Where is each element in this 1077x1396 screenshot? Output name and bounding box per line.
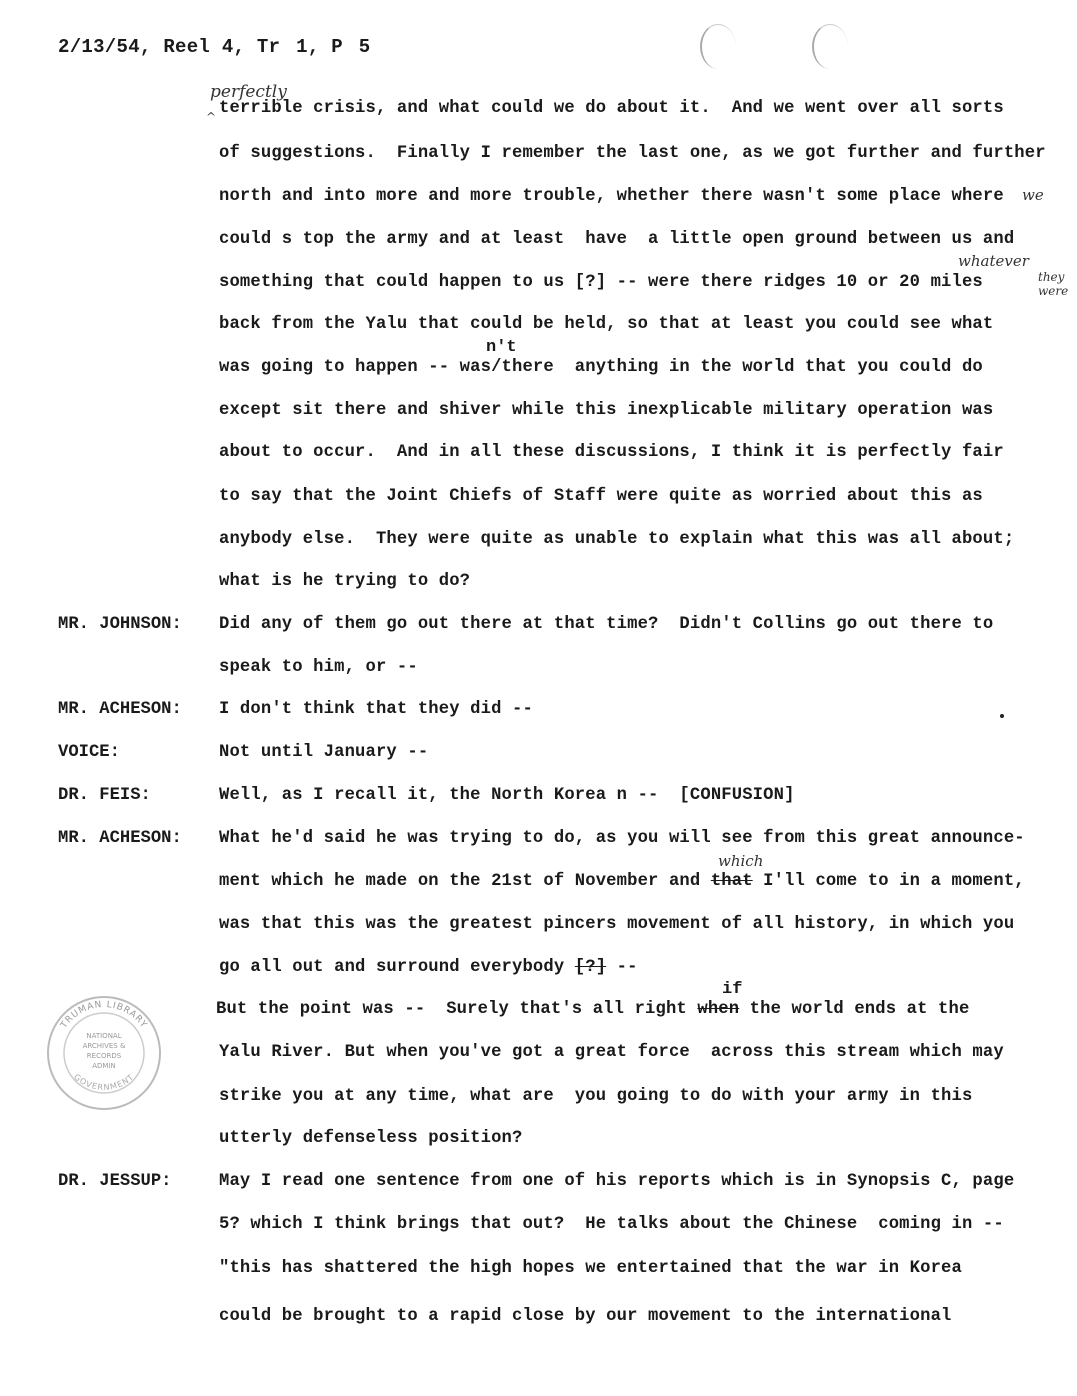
text-line: [219, 1215, 1004, 1234]
text-line: something that could happen to us [?] -- were there ridges 10 or 20 miles: [219, 273, 983, 292]
struck-text: that: [710, 872, 753, 891]
stamp-text: RECORDS: [86, 1052, 122, 1060]
text-line: strike you at any time, what are you going to do with your army in this: [219, 1087, 973, 1106]
stamp-text: NATIONAL: [86, 1032, 122, 1040]
stamp-text: ADMIN: [92, 1062, 116, 1070]
stamp-text: ARCHIVES &: [82, 1042, 126, 1050]
text-line: speak to him, or --: [219, 658, 418, 677]
text-line: of suggestions. Finally I remember the last one, as we got further and further: [219, 144, 1046, 163]
text-line: May I read one sentence from one of his reports which is in Synopsis C, page: [219, 1172, 1015, 1191]
text-line: [219, 958, 638, 977]
text-segment: I'll come to in a moment,: [752, 872, 1025, 891]
speaker-label: DR. JESSUP:: [58, 1172, 172, 1191]
text-line: Well, as I recall it, the North Korea n -- [CONFUSION]: [219, 786, 795, 805]
punch-hole-mark: [700, 24, 736, 69]
archives-stamp-seal: [44, 993, 164, 1113]
text-segment: 5?: [219, 1215, 240, 1234]
text-line: to say that the Joint Chiefs of Staff were quite as worried about this as: [219, 487, 983, 506]
text-segment: But the point was -- Surely that's all right: [216, 1000, 687, 1019]
handwritten-whatever: whatever: [958, 252, 1029, 270]
text-segment: the world ends at the: [739, 1000, 970, 1019]
text-line: what is he trying to do?: [219, 572, 471, 591]
text-line: [219, 872, 1025, 891]
typed-insert-nt: n't: [486, 338, 517, 357]
page-header: 2/13/54, Reel 4, Tr 1, P 5: [58, 36, 371, 58]
text-line: Yalu River. But when you've got a great force across this stream which may: [219, 1043, 1004, 1062]
handwritten-which: which: [718, 852, 764, 870]
text-segment: go all out and surround everybody: [219, 958, 565, 977]
text-line: "this has shattered the high hopes we entertained that the war in Korea: [219, 1259, 962, 1278]
text-line: was that this was the greatest pincers movement of all history, in which you: [219, 915, 1015, 934]
text-line: north and into more and more trouble, whether there wasn't some place where: [219, 187, 1004, 206]
stamp-bottom-text: GOVERNMENT: [72, 1072, 136, 1093]
text-line: Did any of them go out there at that time? Didn't Collins go out there to: [219, 615, 994, 634]
svg-text:GOVERNMENT: [72, 1072, 136, 1092]
text-line: anybody else. They were quite as unable to explain what this was all about;: [219, 530, 1015, 549]
text-line: except sit there and shiver while this inexplicable military operation was: [219, 401, 994, 420]
text-line: utterly defenseless position?: [219, 1129, 523, 1148]
text-segment: --: [606, 958, 638, 977]
svg-text:TRUMAN LIBRARY: [59, 1000, 149, 1031]
text-segment: ment which he made on the 21st of November and: [219, 872, 701, 891]
struck-text: [?]: [574, 958, 607, 977]
speaker-label: MR. ACHESON:: [58, 700, 182, 719]
caret-mark: ^: [206, 110, 217, 124]
text-line: Not until January --: [219, 743, 429, 762]
speaker-label: VOICE:: [58, 743, 120, 762]
ink-dot: [1000, 714, 1004, 718]
handwritten-we: we: [1022, 186, 1044, 204]
text-line: about to occur. And in all these discussions, I think it is perfectly fair: [219, 443, 1004, 462]
speaker-label: MR. ACHESON:: [58, 829, 182, 848]
stamp-top-text: TRUMAN LIBRARY: [59, 999, 149, 1031]
struck-text: when: [697, 1000, 740, 1019]
text-line: back from the Yalu that could be held, so that at least you could see what: [219, 315, 994, 334]
speaker-label: MR. JOHNSON:: [58, 615, 182, 634]
speaker-label: DR. FEIS:: [58, 786, 151, 805]
text-line: What he'd said he was trying to do, as you will see from this great announce-: [219, 829, 1025, 848]
text-line: could be brought to a rapid close by our movement to the international: [219, 1307, 952, 1326]
punch-hole-mark: [812, 24, 848, 69]
text-line: terrible crisis, and what could we do about it. And we went over all sorts: [219, 99, 1004, 118]
text-line: [216, 1000, 969, 1019]
handwritten-they-were: they were: [1038, 270, 1069, 298]
text-line: could s top the army and at least have a little open ground between us and: [219, 230, 1015, 249]
handwritten-perfectly: perfectly: [210, 82, 287, 102]
text-line: was going to happen -- was/there anything in the world that you could do: [219, 358, 983, 377]
text-line: I don't think that they did --: [219, 700, 533, 719]
text-segment: which I think brings that out? He talks about the Chinese coming in --: [239, 1215, 1004, 1234]
typed-insert-if: if: [722, 980, 743, 999]
